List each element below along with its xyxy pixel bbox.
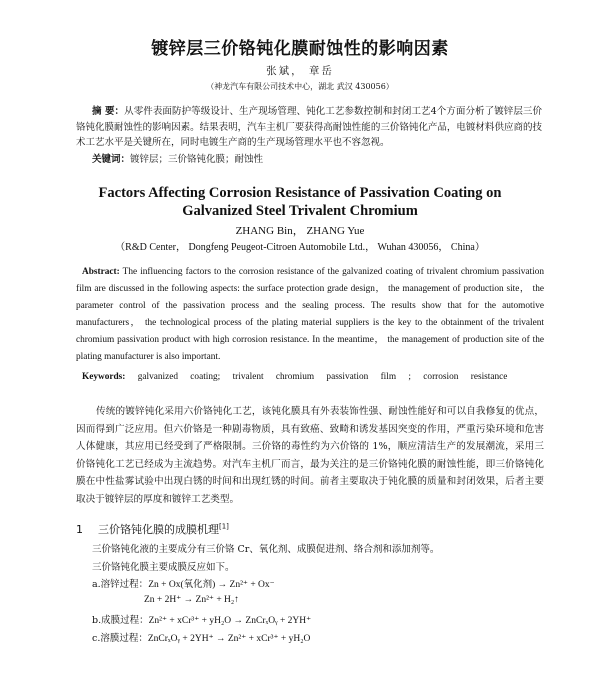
equation-b: Zn²⁺ + xCr³⁺ + yH₂O → ZnCrₓOᵧ + 2YH⁺ [148, 616, 312, 626]
equation-b-line [92, 612, 311, 626]
english-title [0, 184, 600, 220]
chinese-title: 镀锌层三价铬钝化膜耐蚀性的影响因素 [151, 39, 449, 59]
equation-a2: Zn + 2H⁺ → Zn²⁺ + H₂↑ [144, 595, 239, 605]
chinese-authors: 张斌， 章岳 [266, 65, 334, 77]
english-keywords [82, 372, 542, 382]
paragraph-reactions: 三价铬钝化膜主要成膜反应如下。 [92, 562, 235, 573]
chinese-keywords [92, 151, 542, 165]
english-title-line2: Galvanized Steel Trivalent Chromium [182, 203, 418, 219]
chinese-abstract-text: 从零件表面防护等级设计、生产现场管理、钝化工艺参数控制和封闭工艺4个方面分析了镀锌层三价铬钝化膜耐蚀性的影响因素。结果表明，汽车主机厂要获得高耐蚀性能的三价铬钝化产品，电镀材料供应商的技术工艺水平是关键所在，同时电镀生产商的生产现场管理水平也不容忽视。 [76, 106, 543, 148]
chinese-keywords-text: 镀锌层；三价铬钝化膜；耐蚀性 [130, 154, 264, 165]
english-abstract [76, 264, 544, 366]
intro-paragraph: 传统的镀锌钝化采用六价铬钝化工艺，该钝化膜具有外表装饰性强、耐蚀性能好和可以自我修复的优点，因而得到广泛应用。但六价铬是一种剧毒物质，具有致癌、致畸和诱发基因突变的作用，严重污染环境和危害人体健康，其应用已经受到了严格限制。三价铬的毒性约为六价铬的 1%，顺应清洁生产的发展潮流，采用三价铬钝化工艺已经成为主流趋势。对汽车主机厂而言，最为关注的是三价铬钝化膜的耐蚀性能，即三价铬钝化膜在中性盐雾试验中出现白锈的时间和出现红锈的时间。前者主要取决于钝化膜的质量和封闭效果，后者主要取决于镀锌层的厚度和镀锌工艺类型。 [76, 406, 544, 505]
section-title: 三价铬钝化膜的成膜机理 [98, 523, 219, 536]
chinese-affiliation: （神龙汽车有限公司技术中心，湖北 武汉 430056） [206, 82, 394, 91]
english-abstract-text: The influencing factors to the corrosion resistance of the galvanized coating of trivalent chromium passivation film are discussed in the following aspects: the surface protection grade design， the management of production site， the parameter control of the passivation process and the sealing process. The results show that for the automotive manufacturers， the technological process of the plating material suppliers is the key to the obtainment of the trivalent chromium passivation product with high corrosion resistance. In the meantime， the management of production site of the plating manufacturer is also important. [76, 267, 544, 362]
equation-c: ZnCrₓOᵧ + 2YH⁺ → Zn²⁺ + xCr³⁺ + yH₂O [147, 634, 311, 644]
section-number: 1 [76, 523, 83, 536]
chinese-keywords-label: 关键词： [92, 154, 131, 165]
equation-a-line2 [144, 594, 239, 605]
english-title-line1: Factors Affecting Corrosion Resistance of Passivation Coating on [98, 185, 502, 201]
equation-a-label: a.溶锌过程： [92, 579, 149, 590]
chinese-abstract-label: 摘 要： [92, 106, 125, 117]
chinese-abstract [76, 104, 542, 151]
equation-a-line1 [92, 576, 275, 590]
equation-b-label: b.成膜过程： [92, 615, 149, 626]
equation-a1: Zn + Ox(氧化剂) → Zn²⁺ + Ox⁻ [148, 580, 275, 590]
english-authors: ZHANG Bin， ZHANG Yue [235, 225, 365, 237]
english-keywords-text: galvanized coating; trivalent chromium passivation film ; corrosion resistance [137, 372, 508, 382]
paragraph-components: 三价铬钝化液的主要成分有三价铬 Cr、氧化剂、成膜促进剂、络合剂和添加剂等。 [92, 544, 440, 555]
english-keywords-label: Keywords: [82, 372, 126, 382]
section-reference: [1] [219, 522, 229, 531]
english-abstract-label: Abstract: [82, 267, 120, 277]
equation-c-label: c.溶膜过程： [92, 633, 148, 644]
equation-c-line [92, 630, 310, 644]
section-heading [76, 521, 229, 537]
english-affiliation: （R&D Center， Dongfeng Peugeot-Citroen Automobile Ltd.， Wuhan 430056， China） [115, 242, 485, 253]
